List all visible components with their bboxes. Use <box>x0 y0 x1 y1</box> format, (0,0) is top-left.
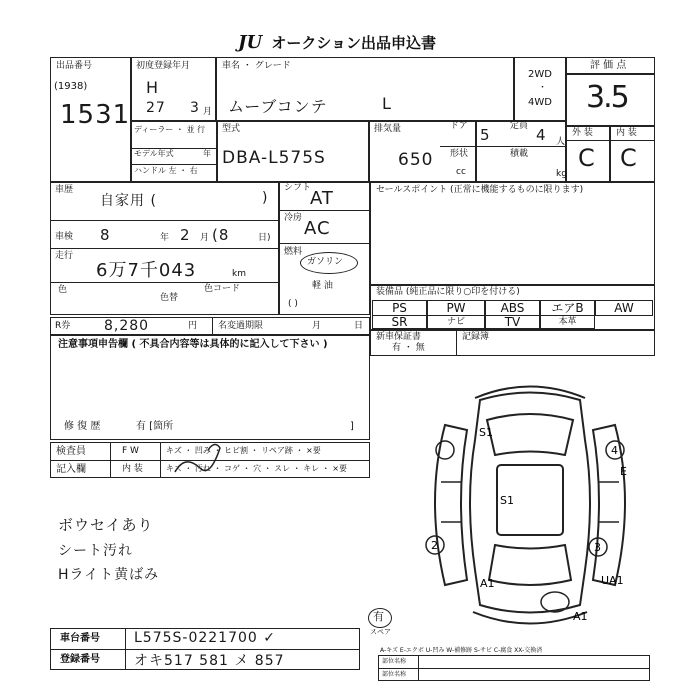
car-name-label: 車名 ・ グレード <box>222 61 291 71</box>
equip-ps: PS <box>372 300 427 316</box>
ju-logo: JU <box>238 32 263 53</box>
shift-value: AT <box>310 188 334 209</box>
drive-2wd: 2WD <box>528 69 552 80</box>
displacement-unit: cc <box>456 167 466 177</box>
equip-aw: AW <box>595 300 653 316</box>
notes-label: 注意事項申告欄 ( 不具合内容等は具体的に記入して下さい ) <box>58 339 328 350</box>
capacity-label: 定員 <box>510 121 529 131</box>
model-label: 型式 <box>222 124 241 134</box>
remark-3: Hライト黄ばみ <box>58 567 160 583</box>
ac-label: 冷房 <box>284 213 303 223</box>
history-label: 車歴 <box>55 185 74 195</box>
record-book-label: 記録簿 <box>462 332 490 342</box>
registration-value: オキ517 581 メ 857 <box>134 653 285 669</box>
remark-1: ボウセイあり <box>58 516 154 534</box>
exterior-label: 外 装 <box>572 128 593 138</box>
registration-label: 登録番号 <box>60 654 100 665</box>
car-grade-value: L <box>382 94 392 113</box>
doors-value: 5 <box>480 126 491 144</box>
drive-dot: ・ <box>538 83 548 93</box>
diagram-mark-3: 3 <box>594 541 601 554</box>
repair-value: 有 [箇所 <box>136 421 174 432</box>
chassis-label: 車台番号 <box>60 633 100 644</box>
color-code-label: 色コード <box>204 284 241 294</box>
chassis-value: L575S-0221700 ✓ <box>134 630 276 646</box>
sales-point-label: セールスポイント (正常に機能するものに限ります) <box>376 185 584 195</box>
score-label: 評 価 点 <box>590 60 627 71</box>
inspection-year-unit: 年 <box>160 233 170 243</box>
recycle-value: 8,280 <box>104 318 150 334</box>
legend-line: A-キズ E-エクボ U-凹み W-補修跡 S-サビ C-腐食 XX-交換済 <box>380 647 543 654</box>
inspection-year: 8 <box>100 226 111 244</box>
warranty-value: 有 ・ 無 <box>392 343 425 353</box>
car-damage-diagram <box>405 380 655 630</box>
repair-close: ] <box>350 421 354 432</box>
deadline-label: 名変過期限 <box>218 321 264 331</box>
color-change-label: 色替 <box>160 293 179 303</box>
dealer-label: ディーラー ・ 並 行 <box>134 125 205 134</box>
mileage-label: 走行 <box>55 251 74 261</box>
shift-label: シフト <box>284 183 312 193</box>
equip-abs: ABS <box>485 300 540 316</box>
reg-label: 初度登録年月 <box>136 61 191 71</box>
spare-label: スペア <box>370 628 391 636</box>
capacity-unit: 人 <box>556 137 566 147</box>
capacity-value: 4 <box>536 126 547 144</box>
score-value: 3.5 <box>586 80 628 115</box>
diagram-mark-4: 4 <box>611 444 618 457</box>
inspection-day: (8 <box>212 226 230 244</box>
repair-label: 修 復 歴 <box>64 421 101 432</box>
mileage-unit: km <box>232 269 246 279</box>
warranty-label: 新車保証書 <box>376 332 422 342</box>
model-year-unit: 年 <box>203 149 211 158</box>
inspection-month: 2 <box>180 226 191 244</box>
lot-number: 1531 <box>60 100 131 130</box>
sales-point-section <box>370 182 655 285</box>
equip-airbag: エアB <box>540 300 595 316</box>
legend-row-b: 部位名称 <box>382 671 407 678</box>
exterior-score: C <box>578 144 596 172</box>
doors-label: ドア <box>450 121 468 131</box>
equip-navi: ナビ <box>427 315 485 329</box>
legend-row-a: 部位名称 <box>382 658 407 665</box>
ac-value: AC <box>304 218 331 239</box>
int-items: キズ ・ 汚れ ・ コゲ ・ 穴 ・ スレ ・ キレ ・ ×要 <box>166 464 347 473</box>
equipment-label: 装備品 (純正品に限り○印を付ける) <box>376 287 520 297</box>
diagram-mark-s1-roof: S1 <box>500 494 514 507</box>
fuel-value: ガソリン <box>307 257 344 267</box>
remark-2: シート汚れ <box>58 543 133 559</box>
interior-label: 内 装 <box>616 128 637 138</box>
recycle-unit: 円 <box>188 321 198 331</box>
form-title <box>238 32 436 53</box>
checker-label: 検査員 <box>56 446 86 457</box>
diagram-mark-s1-front: S1 <box>479 426 493 439</box>
displacement-value: 650 <box>398 150 434 170</box>
history-value: 自家用 ( <box>100 193 157 209</box>
fuel-parens: ( ) <box>288 299 298 309</box>
equip-pw: PW <box>427 300 485 316</box>
reg-month: 3 <box>190 100 200 116</box>
spare-mark: 有 <box>373 610 384 623</box>
equip-sr: SR <box>372 315 427 329</box>
deadline-day: 日 <box>354 321 364 331</box>
diagram-mark-a1-rear: A1 <box>480 577 495 590</box>
int-label: 内 装 <box>122 464 143 474</box>
fuel-opt2: 軽 油 <box>312 281 333 291</box>
equip-leather: 本革 <box>540 315 595 329</box>
lot-label: 出品番号 <box>56 61 93 71</box>
reg-month-unit: 月 <box>203 107 213 117</box>
shape-label: 形状 <box>450 149 469 159</box>
form-title-text: オークション出品申込書 <box>271 34 437 52</box>
inspection-month-unit: 月 <box>200 233 210 243</box>
checker-scribble <box>170 434 230 484</box>
recycle-label: R券 <box>55 321 71 331</box>
model-year-label: モデル年式 <box>134 149 174 158</box>
equip-tv: TV <box>485 315 540 329</box>
model-value: DBA-L575S <box>222 148 326 168</box>
lot-sub: (1938) <box>54 81 88 92</box>
reg-era: H <box>146 78 160 97</box>
interior-score: C <box>620 144 638 172</box>
diagram-mark-ua1: UA1 <box>601 574 624 587</box>
drive-4wd: 4WD <box>528 97 552 108</box>
car-name-value: ムーブコンテ <box>228 97 328 116</box>
mileage-value: 6万7千043 <box>96 260 197 281</box>
diagram-mark-2: 2 <box>431 539 438 552</box>
color-label: 色 <box>58 285 68 295</box>
record-label: 記入欄 <box>56 464 86 475</box>
inspection-day-unit: 日) <box>258 233 271 243</box>
history-close: ) <box>262 190 269 206</box>
displacement-label: 排気量 <box>374 124 402 134</box>
deadline-month: 月 <box>312 321 322 331</box>
reg-year: 27 <box>146 100 166 116</box>
recycle-row <box>50 317 370 335</box>
diagram-mark-a1-bumper: A1 <box>573 610 588 623</box>
fuel-label: 燃料 <box>284 247 303 257</box>
fw-label: F W <box>122 446 139 456</box>
diagram-mark-e: E <box>620 465 627 478</box>
load-unit: kg <box>556 169 567 179</box>
handle-label: ハンドル 左 ・ 右 <box>134 166 198 175</box>
load-label: 積載 <box>510 149 529 159</box>
inspection-label: 車検 <box>55 232 74 242</box>
fw-items: キズ ・ 凹み ・ ヒビ割 ・ リペア跡 ・ ×要 <box>166 446 321 455</box>
